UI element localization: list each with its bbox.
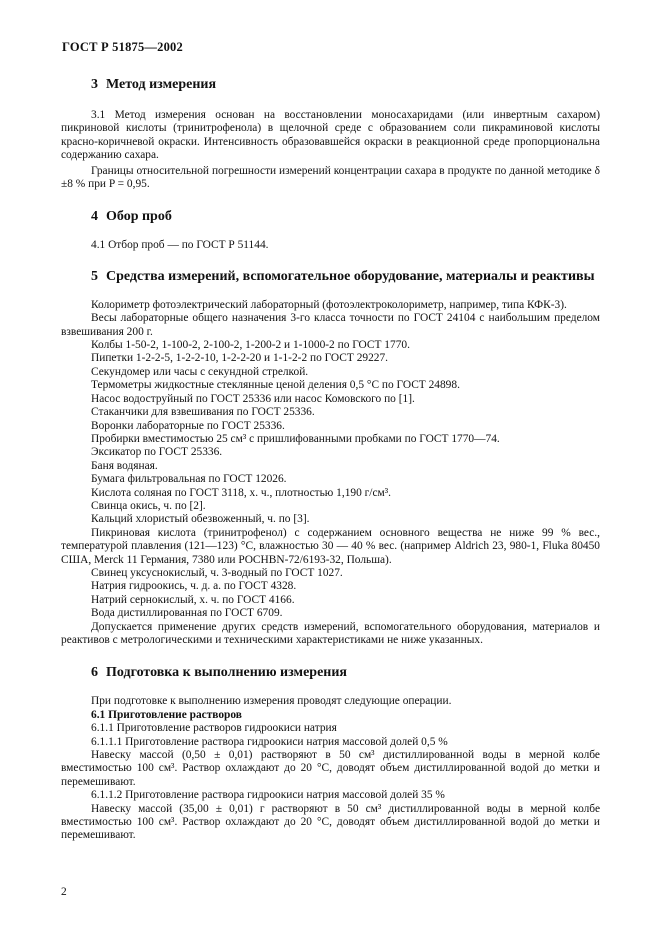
running-header: ГОСТ Р 51875—2002 <box>62 40 183 54</box>
section-heading <box>61 269 600 285</box>
paragraph: Навеску массой (0,50 ± 0,01) растворяют в 50 см³ дистиллированной воды в мерной колбе вместимостью 100 см³. Раствор охлаждают до 20 °С, доводят объем дистиллированной водой до метки и перемешивают. <box>61 749 600 788</box>
section-4 <box>61 209 600 252</box>
section-number: 6 <box>91 665 98 681</box>
section-title: Обор проб <box>106 209 172 225</box>
list-item: Стаканчики для взвешивания по ГОСТ 25336. <box>91 406 315 419</box>
subsection-heading: 6.1 Приготовление растворов <box>91 708 242 721</box>
list-item: Термометры жидкостные стеклянные ценой деления 0,5 °С по ГОСТ 24898. <box>91 379 460 392</box>
list-item: Пипетки 1-2-2-5, 1-2-2-10, 1-2-2-20 и 1-1-2-2 по ГОСТ 29227. <box>91 352 389 365</box>
list-item: Колориметр фотоэлектрический лабораторный (фотоэлектроколориметр, например, типа КФК-3). <box>91 298 567 311</box>
paragraph: 6.1.1.1 Приготовление раствора гидроокиси натрия массовой долей 0,5 % <box>91 735 448 748</box>
list-item: Пикриновая кислота (тринитрофенол) с содержанием основного вещества не ниже 99 % вес., температурой плавления (121—123) °С, влажностью 30 — 40 % вес. (например Aldrich 23, 980-1, Fluka 80450 США, Merck 11 Германия, 7380 или POCHBN-72/6193-32, Польша). <box>61 526 600 566</box>
paragraph: Границы относительной погрешности измерений концентрации сахара в продукте по данной методике δ ±8 % при P = 0,95. <box>61 164 600 191</box>
section-title: Подготовка к выполнению измерения <box>106 665 348 681</box>
paragraph: 4.1 Отбор проб — по ГОСТ Р 51144. <box>91 239 269 252</box>
section-5 <box>61 269 600 648</box>
list-item: Свинец уксуснокислый, ч. 3-водный по ГОСТ 1027. <box>91 566 343 579</box>
list-item: Насос водоструйный по ГОСТ 25336 или насос Комовского по [1]. <box>91 392 415 405</box>
section-title: Метод измерения <box>106 77 217 92</box>
list-item: Допускается применение других средств измерений, вспомогательного оборудования, материалов и реактивов с метрологическими и техническими характеристиками не ниже указанных. <box>61 620 600 646</box>
section-number: 3 <box>91 77 98 92</box>
list-item: Вода дистиллированная по ГОСТ 6709. <box>91 607 283 620</box>
list-item: Натрия гидроокись, ч. д. а. по ГОСТ 4328. <box>91 580 297 593</box>
list-item: Пробирки вместимостью 25 см³ с пришлифованными пробками по ГОСТ 1770—74. <box>91 432 500 445</box>
page-number: 2 <box>61 886 67 898</box>
paragraph: Навеску массой (35,00 ± 0,01) г растворяют в 50 см³ дистиллированной воды в мерной колбе вместимостью 100 см³. Раствор охлаждают до 20 °С, доводят объем дистиллированной водой до метки и перемешивают. <box>61 802 600 842</box>
list-item: Бумага фильтровальная по ГОСТ 12026. <box>91 473 287 486</box>
list-item: Кислота соляная по ГОСТ 3118, х. ч., плотностью 1,190 г/см³. <box>91 486 391 499</box>
section-heading <box>61 209 600 225</box>
list-item: Колбы 1-50-2, 1-100-2, 2-100-2, 1-200-2 и 1-1000-2 по ГОСТ 1770. <box>91 339 410 352</box>
section-heading <box>61 665 600 681</box>
list-item: Кальций хлористый обезвоженный, ч. по [3]. <box>91 513 310 526</box>
paragraph: 6.1.1 Приготовление растворов гидроокиси натрия <box>91 722 337 735</box>
list-item: Эксикатор по ГОСТ 25336. <box>91 446 223 459</box>
list-item: Секундомер или часы с секундной стрелкой. <box>91 365 309 378</box>
section-number: 4 <box>91 209 98 225</box>
section-6 <box>61 665 600 842</box>
paragraph: При подготовке к выполнению измерения проводят следующие операции. <box>91 695 452 708</box>
paragraph: 6.1.1.2 Приготовление раствора гидроокиси натрия массовой долей 35 % <box>91 789 445 802</box>
section-3 <box>61 77 600 191</box>
section-heading <box>61 77 600 93</box>
paragraph: 3.1 Метод измерения основан на восстановлении моносахаридами (или инвертным сахаром) пикриновой кислоты (тринитрофенола) в щелочной среде с образованием соли пикраминовой кислоты красно-коричневой окраски. Интенсивность образовавшейся окраски в реакционной среде пропорциональна содержанию сахара. <box>61 109 600 162</box>
list-item: Весы лабораторные общего назначения 3-го класса точности по ГОСТ 24104 с наибольшим пределом взвешивания 200 г. <box>61 312 600 338</box>
section-title: Средства измерений, вспомогательное оборудование, материалы и реактивы <box>106 268 595 284</box>
list-item: Воронки лабораторные по ГОСТ 25336. <box>91 419 285 432</box>
section-number: 5 <box>91 268 98 284</box>
list-item: Свинца окись, ч. по [2]. <box>91 499 206 512</box>
list-item: Натрий сернокислый, х. ч. по ГОСТ 4166. <box>91 593 295 606</box>
list-item: Баня водяная. <box>91 459 158 472</box>
